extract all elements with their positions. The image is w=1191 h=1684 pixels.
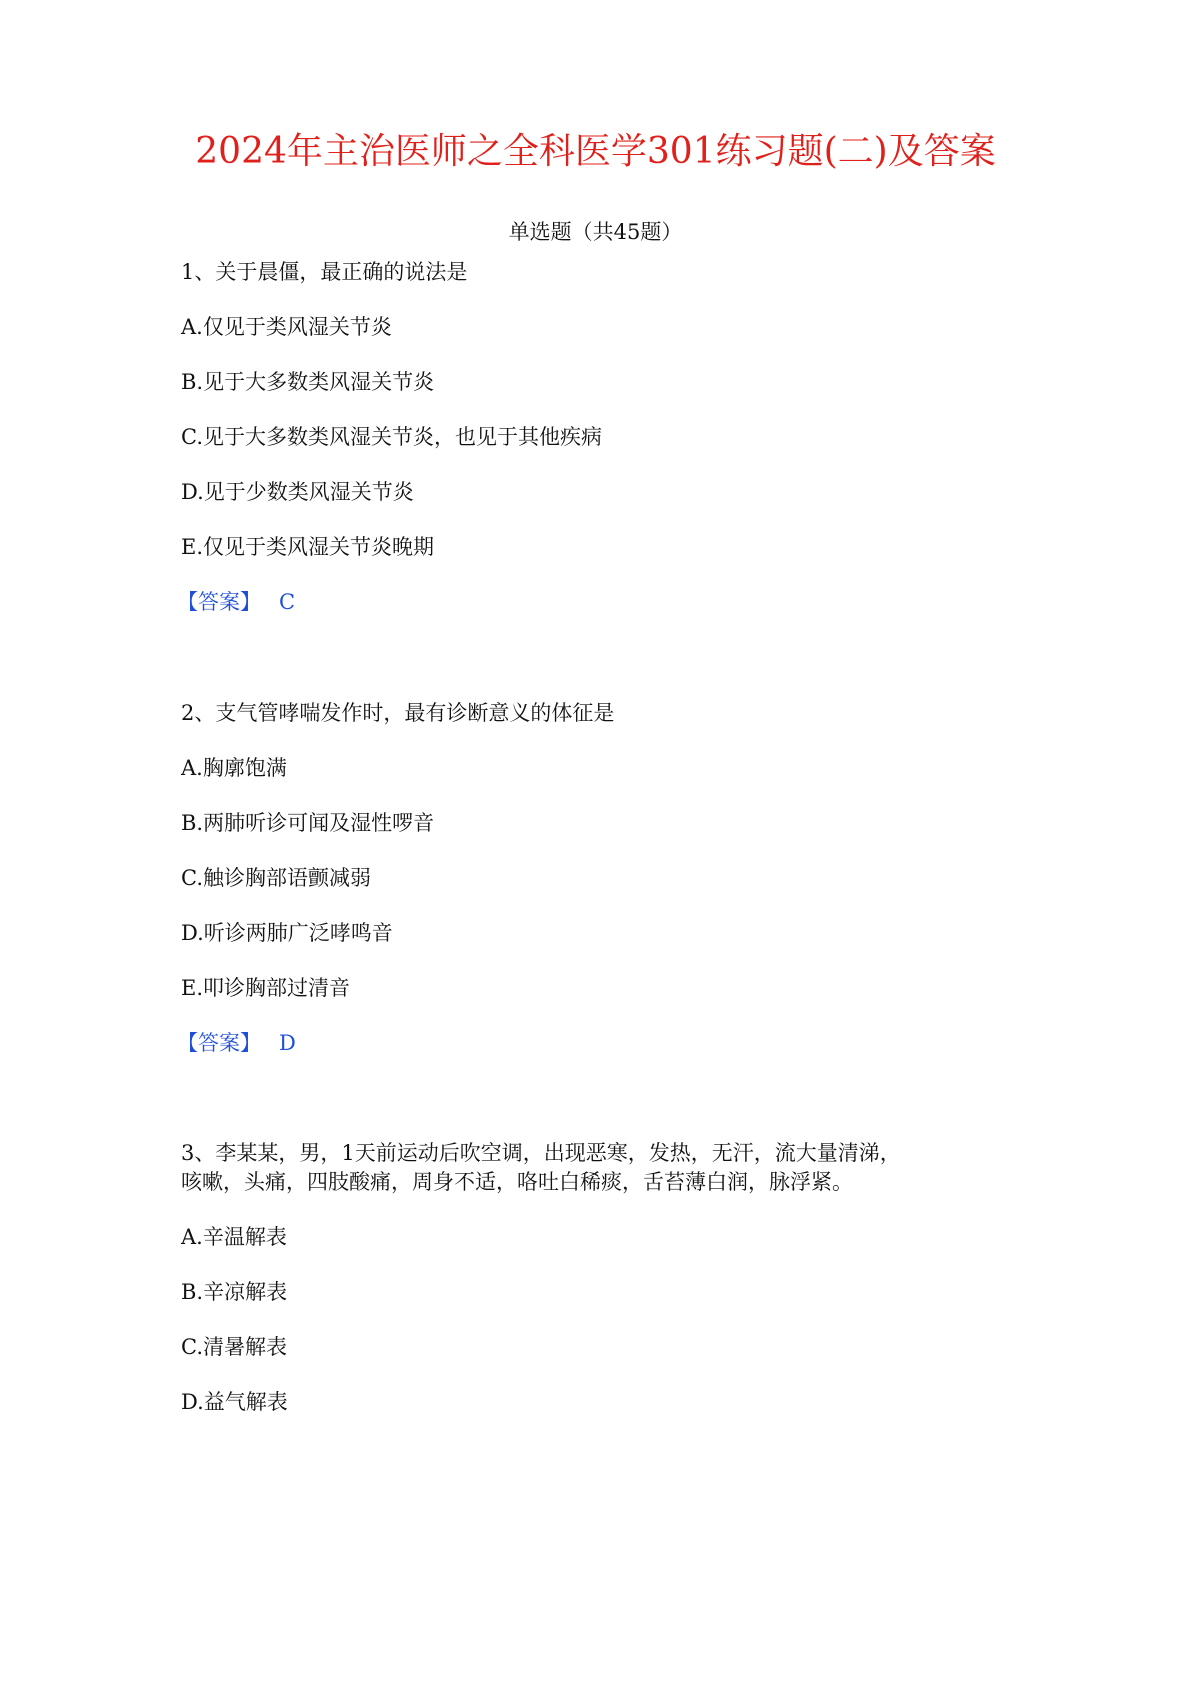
answer-label: 【答案】 <box>177 1031 261 1055</box>
question-1-answer <box>177 587 295 617</box>
question-1-option-d: D.见于少数类风湿关节炎 <box>181 480 414 504</box>
question-1-stem: 1、关于晨僵，最正确的说法是 <box>181 260 468 284</box>
question-2-answer <box>177 1028 296 1058</box>
page-title: 2024年主治医师之全科医学301练习题(二)及答案 <box>195 131 996 172</box>
question-2-option-a: A.胸廓饱满 <box>181 756 287 780</box>
question-2-option-b: B.两肺听诊可闻及湿性啰音 <box>181 811 435 835</box>
question-3-option-d: D.益气解表 <box>181 1390 288 1414</box>
question-2-stem: 2、支气管哮喘发作时，最有诊断意义的体征是 <box>181 701 615 725</box>
question-3-stem-line-2: 咳嗽，头痛，四肢酸痛，周身不适，咯吐白稀痰，舌苔薄白润，脉浮紧。 <box>181 1170 853 1194</box>
question-1-option-c: C.见于大多数类风湿关节炎，也见于其他疾病 <box>181 425 602 449</box>
answer-value: C <box>279 590 296 614</box>
question-1-option-a: A.仅见于类风湿关节炎 <box>181 315 392 339</box>
question-2-option-c: C.触诊胸部语颤减弱 <box>181 866 371 890</box>
answer-label: 【答案】 <box>177 590 261 614</box>
section-heading: 单选题（共45题） <box>508 220 683 244</box>
question-2-option-e: E.叩诊胸部过清音 <box>181 976 351 1000</box>
question-3-option-a: A.辛温解表 <box>181 1225 287 1249</box>
question-3-stem-line-1: 3、李某某，男，1天前运动后吹空调，出现恶寒，发热，无汗，流大量清涕， <box>181 1141 901 1165</box>
question-3-option-b: B.辛凉解表 <box>181 1280 288 1304</box>
question-3-option-c: C.清暑解表 <box>181 1335 287 1359</box>
question-1-option-e: E.仅见于类风湿关节炎晚期 <box>181 535 435 559</box>
answer-value: D <box>279 1031 296 1055</box>
question-2-option-d: D.听诊两肺广泛哮鸣音 <box>181 921 393 945</box>
question-1-option-b: B.见于大多数类风湿关节炎 <box>181 370 435 394</box>
